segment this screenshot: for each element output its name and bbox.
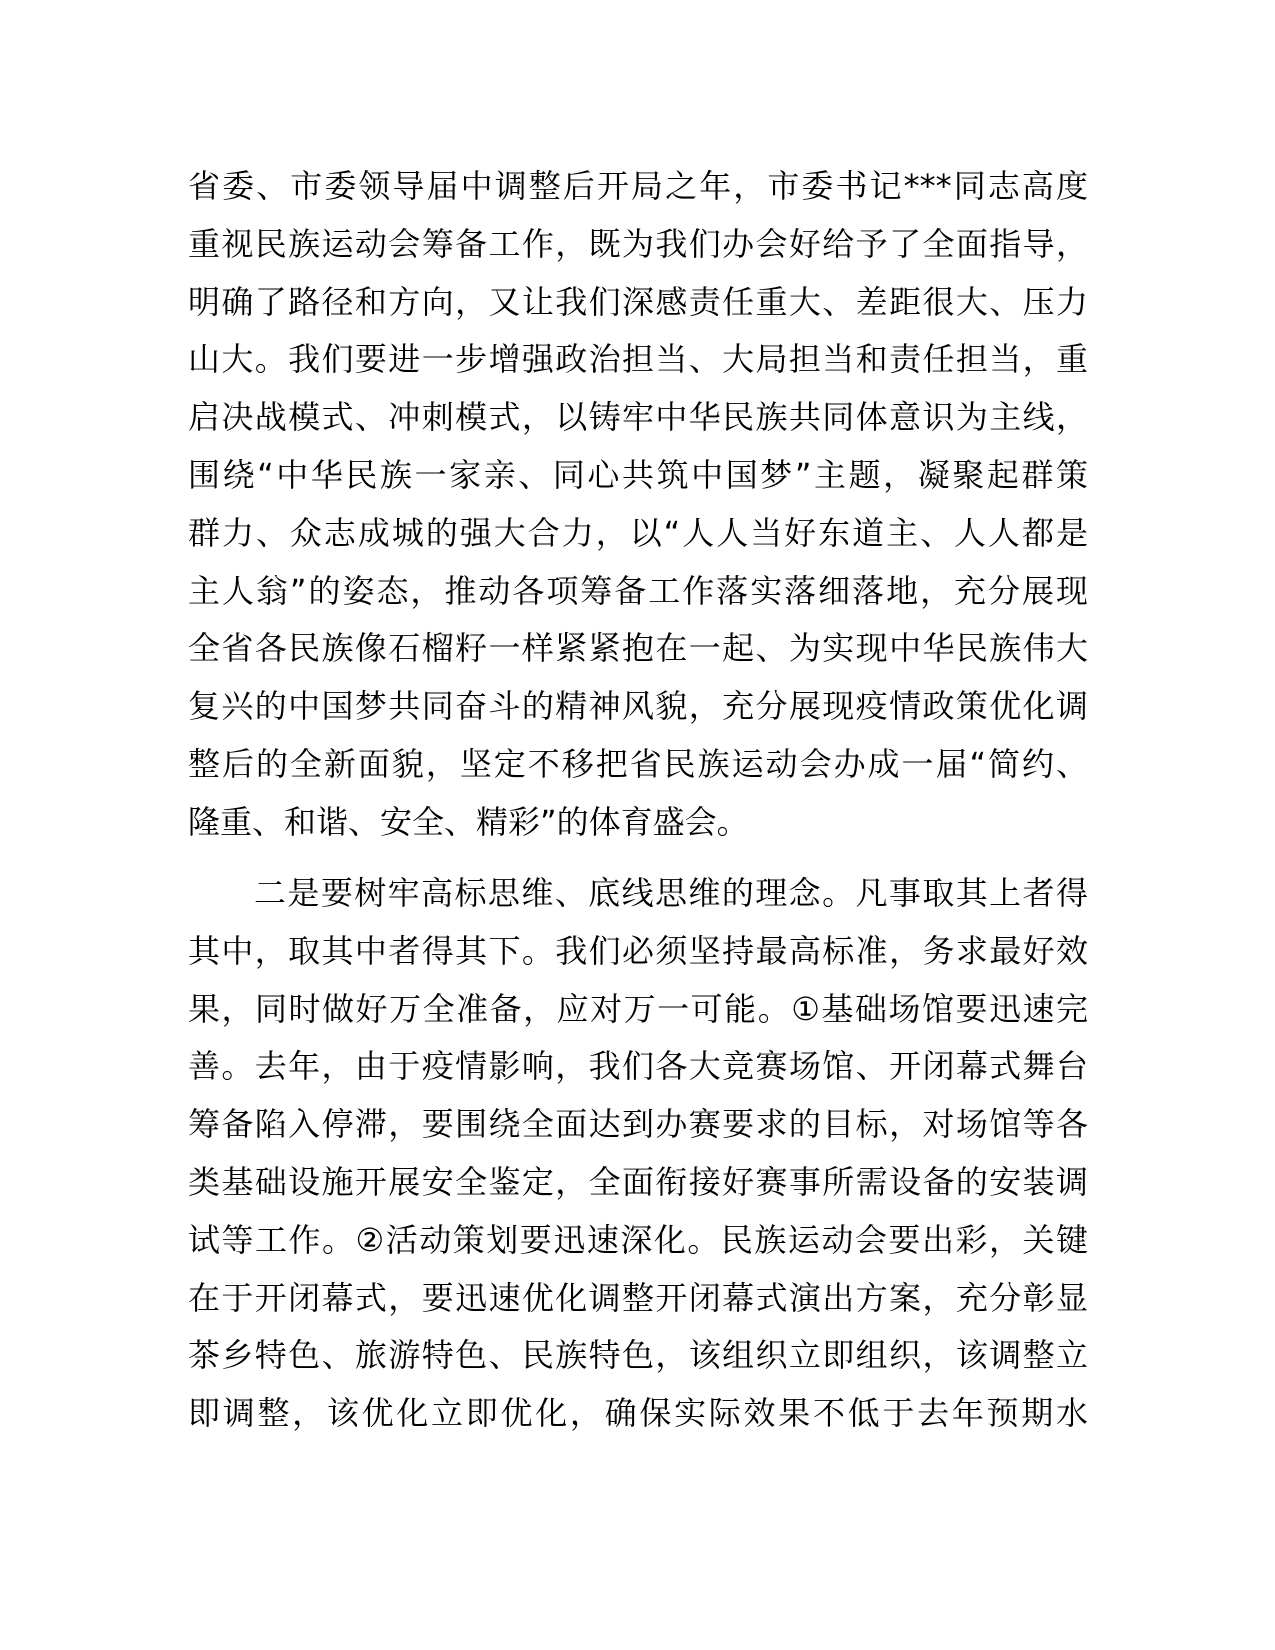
text-line: 复兴的中国梦共同奋斗的精神风貌，充分展现疫情政策优化调 <box>188 687 1088 726</box>
paragraph-1 <box>188 158 1088 852</box>
text-line: 群力、众志成城的强大合力，以“人人当好东道主、人人都是 <box>188 513 1088 552</box>
text-line: 筹备陷入停滞，要围绕全面达到办赛要求的目标，对场馆等各 <box>188 1105 1088 1144</box>
text-line: 隆重、和谐、安全、精彩”的体育盛会。 <box>188 802 749 841</box>
text-line: 全省各民族像石榴籽一样紧紧抱在一起、为实现中华民族伟大 <box>188 629 1088 668</box>
text-line: 启决战模式、冲刺模式，以铸牢中华民族共同体意识为主线， <box>188 398 1088 437</box>
text-line: 善。去年，由于疫情影响，我们各大竞赛场馆、开闭幕式舞台 <box>188 1047 1088 1086</box>
text-line: 在于开闭幕式，要迅速优化调整开闭幕式演出方案，充分彰显 <box>188 1278 1088 1317</box>
text-line: 整后的全新面貌，坚定不移把省民族运动会办成一届“简约、 <box>188 744 1088 783</box>
paragraph-2 <box>188 865 1088 1443</box>
text-line: 果，同时做好万全准备，应对万一可能。①基础场馆要迅速完 <box>188 989 1088 1028</box>
text-line: 试等工作。②活动策划要迅速深化。民族运动会要出彩，关键 <box>188 1220 1088 1259</box>
text-line: 主人翁”的姿态，推动各项筹备工作落实落细落地，充分展现 <box>188 571 1088 610</box>
text-line: 类基础设施开展安全鉴定，全面衔接好赛事所需设备的安装调 <box>188 1162 1088 1201</box>
text-line: 即调整，该优化立即优化，确保实际效果不低于去年预期水 <box>188 1394 1088 1433</box>
text-line: 二是要树牢高标思维、底线思维的理念。凡事取其上者得 <box>254 874 1088 912</box>
text-line: 山大。我们要进一步增强政治担当、大局担当和责任担当，重 <box>188 340 1088 379</box>
text-line: 省委、市委领导届中调整后开局之年，市委书记***同志高度 <box>188 167 1088 205</box>
text-line: 明确了路径和方向，又让我们深感责任重大、差距很大、压力 <box>188 282 1088 321</box>
text-line: 围绕“中华民族一家亲、同心共筑中国梦”主题，凝聚起群策 <box>188 455 1088 494</box>
text-line: 重视民族运动会筹备工作，既为我们办会好给予了全面指导， <box>188 224 1088 263</box>
text-line: 茶乡特色、旅游特色、民族特色，该组织立即组织，该调整立 <box>188 1336 1088 1375</box>
text-line: 其中，取其中者得其下。我们必须坚持最高标准，务求最好效 <box>188 931 1088 970</box>
